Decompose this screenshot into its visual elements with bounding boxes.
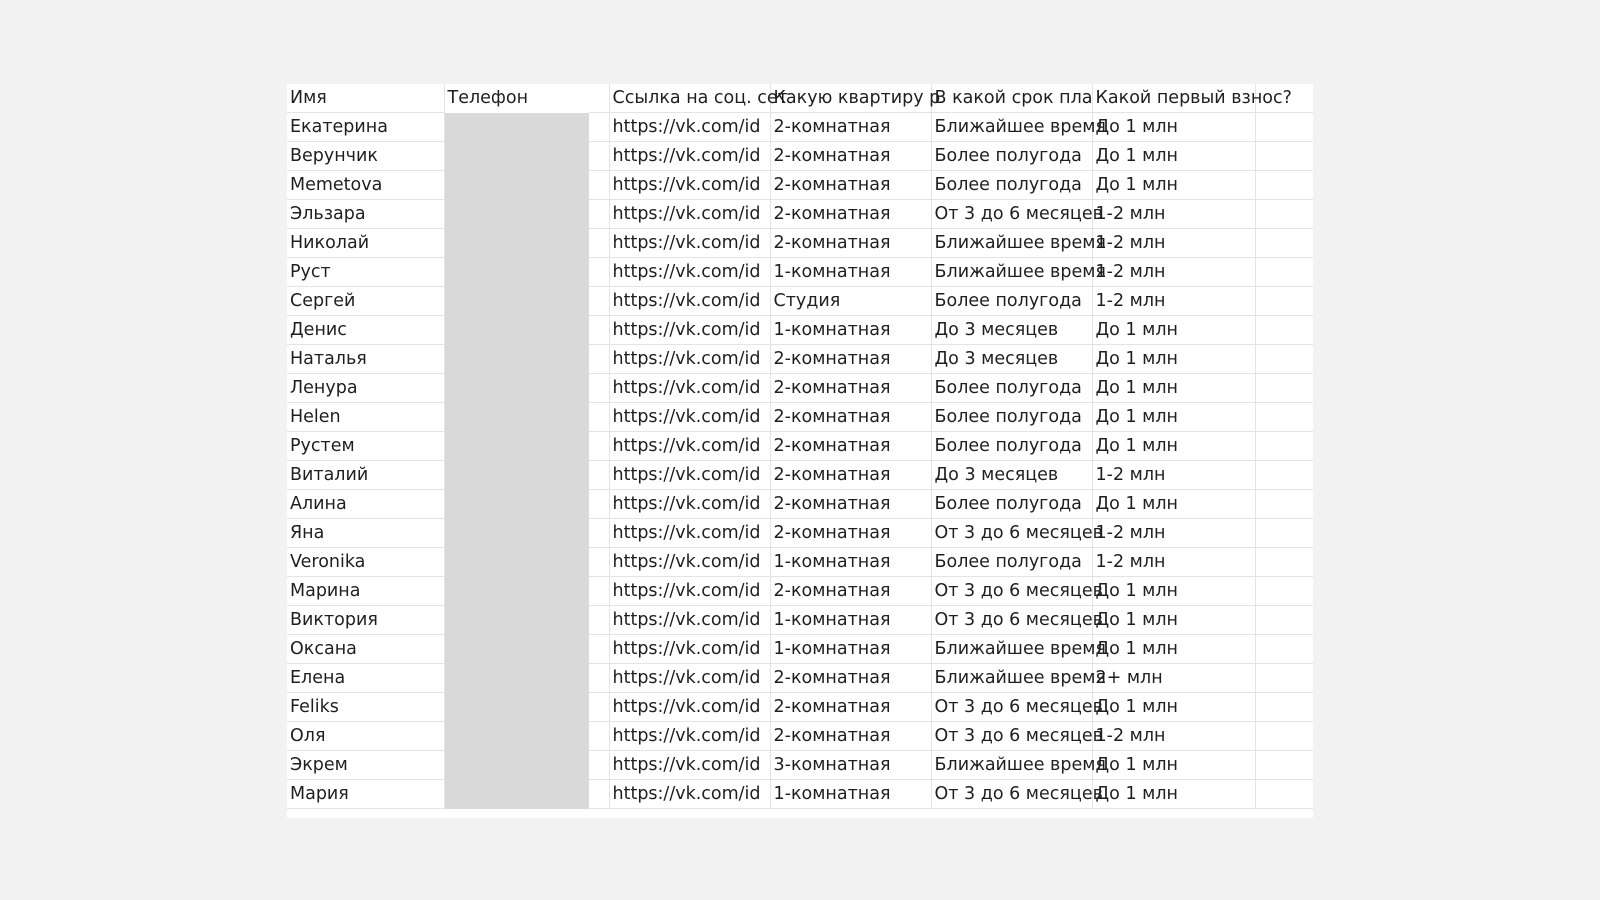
cell-name[interactable]: Екатерина [287,113,444,142]
cell-phone-redacted[interactable] [444,403,589,432]
table-row [287,229,1313,258]
cell-social-link[interactable]: https://vk.com/id [609,287,770,316]
cell-extra[interactable] [1255,519,1313,548]
cell-deposit[interactable]: 1-2 млн [1092,461,1255,490]
cell-name[interactable]: Денис [287,316,444,345]
cell-name[interactable]: Верунчик [287,142,444,171]
cell-social-link[interactable]: https://vk.com/id [609,316,770,345]
table-row [287,200,1313,229]
cell-extra[interactable] [1255,258,1313,287]
cell-spacer[interactable] [589,780,609,809]
cell-phone-redacted[interactable] [444,142,589,171]
cell-deposit[interactable]: До 1 млн [1092,751,1255,780]
cell-social-link[interactable]: https://vk.com/id [609,200,770,229]
cell-deposit[interactable]: До 1 млн [1092,403,1255,432]
cell-phone-redacted[interactable] [444,287,589,316]
cell-apartment[interactable]: Студия [770,287,931,316]
table-row [287,113,1313,142]
cell-phone-redacted[interactable] [444,751,589,780]
cell-term[interactable]: От 3 до 6 месяцев [931,780,1092,809]
cell-social-link[interactable]: https://vk.com/id [609,345,770,374]
table-body [287,84,1313,809]
cell-term[interactable]: Ближайшее время [931,113,1092,142]
cell-spacer[interactable] [589,287,609,316]
cell-extra[interactable] [1255,229,1313,258]
table-row [287,548,1313,577]
cell-extra[interactable] [1255,577,1313,606]
cell-phone-redacted[interactable] [444,664,589,693]
cell-phone-redacted[interactable] [444,200,589,229]
cell-name[interactable]: Елена [287,664,444,693]
table-row [287,606,1313,635]
cell-name[interactable]: Veronika [287,548,444,577]
header-term[interactable]: В какой срок пла [931,84,1092,113]
table-row [287,258,1313,287]
cell-deposit[interactable]: До 1 млн [1092,316,1255,345]
cell-deposit[interactable]: 1-2 млн [1092,200,1255,229]
table-row [287,664,1313,693]
cell-spacer[interactable] [589,432,609,461]
header-phone[interactable]: Телефон [444,84,589,113]
cell-social-link[interactable]: https://vk.com/id [609,142,770,171]
cell-term[interactable]: Более полугода [931,490,1092,519]
cell-apartment[interactable]: 1-комнатная [770,606,931,635]
cell-spacer[interactable] [589,519,609,548]
cell-name[interactable]: Руст [287,258,444,287]
cell-spacer[interactable] [589,171,609,200]
cell-extra[interactable] [1255,287,1313,316]
cell-social-link[interactable]: https://vk.com/id [609,577,770,606]
cell-name[interactable]: Наталья [287,345,444,374]
table-row [287,780,1313,809]
cell-social-link[interactable]: https://vk.com/id [609,519,770,548]
cell-name[interactable]: Яна [287,519,444,548]
table-row [287,432,1313,461]
table-row [287,490,1313,519]
cell-apartment[interactable]: 1-комнатная [770,780,931,809]
cell-phone-redacted[interactable] [444,606,589,635]
cell-apartment[interactable]: 3-комнатная [770,751,931,780]
cell-social-link[interactable]: https://vk.com/id [609,548,770,577]
header-social[interactable]: Ссылка на соц. сет [609,84,770,113]
header-row [287,84,1313,113]
cell-deposit[interactable]: До 1 млн [1092,780,1255,809]
cell-spacer[interactable] [589,374,609,403]
cell-phone-redacted[interactable] [444,548,589,577]
cell-phone-redacted[interactable] [444,780,589,809]
cell-term[interactable]: Более полугода [931,171,1092,200]
cell-name[interactable]: Ленура [287,374,444,403]
cell-name[interactable]: Виктория [287,606,444,635]
cell-extra[interactable] [1255,664,1313,693]
cell-apartment[interactable]: 2-комнатная [770,461,931,490]
cell-apartment[interactable]: 1-комнатная [770,258,931,287]
cell-term[interactable]: Ближайшее время [931,229,1092,258]
table-row [287,751,1313,780]
cell-phone-redacted[interactable] [444,577,589,606]
cell-phone-redacted[interactable] [444,258,589,287]
cell-phone-redacted[interactable] [444,490,589,519]
cell-name[interactable]: Рустем [287,432,444,461]
cell-term[interactable]: Более полугода [931,403,1092,432]
cell-term[interactable]: Более полугода [931,287,1092,316]
cell-apartment[interactable]: 1-комнатная [770,316,931,345]
cell-phone-redacted[interactable] [444,345,589,374]
cell-apartment[interactable]: 2-комнатная [770,345,931,374]
table-row [287,316,1313,345]
cell-social-link[interactable]: https://vk.com/id [609,432,770,461]
cell-spacer[interactable] [589,548,609,577]
cell-phone-redacted[interactable] [444,519,589,548]
cell-extra[interactable] [1255,751,1313,780]
table-row [287,287,1313,316]
cell-phone-redacted[interactable] [444,171,589,200]
cell-phone-redacted[interactable] [444,432,589,461]
table-row [287,519,1313,548]
cell-phone-redacted[interactable] [444,461,589,490]
cell-extra[interactable] [1255,693,1313,722]
cell-apartment[interactable]: 2-комнатная [770,374,931,403]
table-row [287,461,1313,490]
cell-apartment[interactable]: 2-комнатная [770,142,931,171]
cell-extra[interactable] [1255,200,1313,229]
cell-phone-redacted[interactable] [444,229,589,258]
cell-deposit[interactable]: 1-2 млн [1092,229,1255,258]
spreadsheet [287,84,1313,818]
cell-spacer[interactable] [589,606,609,635]
cell-extra[interactable] [1255,403,1313,432]
cell-apartment[interactable]: 2-комнатная [770,490,931,519]
cell-spacer[interactable] [589,490,609,519]
cell-name[interactable]: Сергей [287,287,444,316]
cell-term[interactable]: От 3 до 6 месяцев [931,606,1092,635]
cell-social-link[interactable]: https://vk.com/id [609,722,770,751]
cell-deposit[interactable]: До 1 млн [1092,490,1255,519]
cell-term[interactable]: Ближайшее время [931,751,1092,780]
cell-social-link[interactable]: https://vk.com/id [609,606,770,635]
cell-apartment[interactable]: 2-комнатная [770,664,931,693]
cell-term[interactable]: Более полугода [931,548,1092,577]
cell-deposit[interactable]: 1-2 млн [1092,548,1255,577]
cell-social-link[interactable]: https://vk.com/id [609,229,770,258]
cell-spacer[interactable] [589,751,609,780]
header-apartment[interactable]: Какую квартиру р [770,84,931,113]
cell-spacer[interactable] [589,722,609,751]
cell-term[interactable]: Ближайшее время [931,635,1092,664]
cell-extra[interactable] [1255,432,1313,461]
table-row [287,693,1313,722]
cell-extra[interactable] [1255,142,1313,171]
cell-extra[interactable] [1255,606,1313,635]
cell-term[interactable]: От 3 до 6 месяцев [931,722,1092,751]
cell-name[interactable]: Николай [287,229,444,258]
cell-extra[interactable] [1255,374,1313,403]
cell-phone-redacted[interactable] [444,316,589,345]
header-name[interactable]: Имя [287,84,444,113]
cell-social-link[interactable]: https://vk.com/id [609,664,770,693]
cell-phone-redacted[interactable] [444,722,589,751]
cell-spacer[interactable] [589,461,609,490]
cell-deposit[interactable]: До 1 млн [1092,635,1255,664]
cell-social-link[interactable]: https://vk.com/id [609,113,770,142]
cell-deposit[interactable]: 1-2 млн [1092,258,1255,287]
header-spacer[interactable] [589,84,609,113]
cell-deposit[interactable]: 1-2 млн [1092,722,1255,751]
cell-social-link[interactable]: https://vk.com/id [609,751,770,780]
cell-extra[interactable] [1255,113,1313,142]
cell-apartment[interactable]: 1-комнатная [770,635,931,664]
cell-term[interactable]: От 3 до 6 месяцев [931,693,1092,722]
cell-phone-redacted[interactable] [444,374,589,403]
cell-term[interactable]: Более полугода [931,374,1092,403]
cell-deposit[interactable]: 2+ млн [1092,664,1255,693]
cell-social-link[interactable]: https://vk.com/id [609,171,770,200]
cell-spacer[interactable] [589,664,609,693]
cell-social-link[interactable]: https://vk.com/id [609,461,770,490]
table-row [287,374,1313,403]
cell-extra[interactable] [1255,722,1313,751]
cell-deposit[interactable]: До 1 млн [1092,171,1255,200]
cell-name[interactable]: Мария [287,780,444,809]
cell-extra[interactable] [1255,316,1313,345]
cell-phone-redacted[interactable] [444,635,589,664]
cell-spacer[interactable] [589,693,609,722]
cell-extra[interactable] [1255,171,1313,200]
cell-social-link[interactable]: https://vk.com/id [609,403,770,432]
cell-term[interactable]: До 3 месяцев [931,461,1092,490]
cell-name[interactable]: Helen [287,403,444,432]
cell-term[interactable]: Более полугода [931,142,1092,171]
cell-deposit[interactable]: До 1 млн [1092,693,1255,722]
cell-deposit[interactable]: До 1 млн [1092,606,1255,635]
cell-deposit[interactable]: До 1 млн [1092,432,1255,461]
cell-term[interactable]: Ближайшее время [931,664,1092,693]
header-deposit[interactable]: Какой первый взнос? [1092,84,1255,113]
cell-name[interactable]: Марина [287,577,444,606]
table-row [287,142,1313,171]
survey-table [287,84,1313,809]
cell-deposit[interactable]: До 1 млн [1092,113,1255,142]
cell-extra[interactable] [1255,548,1313,577]
cell-apartment[interactable]: 2-комнатная [770,577,931,606]
cell-apartment[interactable]: 2-комнатная [770,200,931,229]
cell-name[interactable]: Эльзара [287,200,444,229]
cell-deposit[interactable]: 1-2 млн [1092,519,1255,548]
cell-deposit[interactable]: 1-2 млн [1092,287,1255,316]
cell-deposit[interactable]: До 1 млн [1092,374,1255,403]
cell-name[interactable]: Алина [287,490,444,519]
cell-apartment[interactable]: 1-комнатная [770,548,931,577]
table-row [287,635,1313,664]
cell-spacer[interactable] [589,403,609,432]
cell-name[interactable]: Виталий [287,461,444,490]
cell-social-link[interactable]: https://vk.com/id [609,635,770,664]
cell-term[interactable]: От 3 до 6 месяцев [931,577,1092,606]
cell-apartment[interactable]: 2-комнатная [770,113,931,142]
cell-phone-redacted[interactable] [444,693,589,722]
cell-term[interactable]: От 3 до 6 месяцев [931,200,1092,229]
cell-term[interactable]: До 3 месяцев [931,345,1092,374]
cell-name[interactable]: Memetova [287,171,444,200]
cell-name[interactable]: Feliks [287,693,444,722]
cell-spacer[interactable] [589,200,609,229]
cell-term[interactable]: До 3 месяцев [931,316,1092,345]
cell-social-link[interactable]: https://vk.com/id [609,780,770,809]
cell-social-link[interactable]: https://vk.com/id [609,490,770,519]
cell-deposit[interactable]: До 1 млн [1092,142,1255,171]
cell-spacer[interactable] [589,577,609,606]
cell-apartment[interactable]: 2-комнатная [770,722,931,751]
cell-extra[interactable] [1255,461,1313,490]
cell-spacer[interactable] [589,316,609,345]
cell-apartment[interactable]: 2-комнатная [770,171,931,200]
cell-term[interactable]: Более полугода [931,432,1092,461]
table-row [287,722,1313,751]
table-row [287,403,1313,432]
cell-deposit[interactable]: До 1 млн [1092,345,1255,374]
cell-deposit[interactable]: До 1 млн [1092,577,1255,606]
cell-apartment[interactable]: 2-комнатная [770,432,931,461]
cell-name[interactable]: Оля [287,722,444,751]
table-row [287,171,1313,200]
cell-spacer[interactable] [589,142,609,171]
cell-name[interactable]: Экрем [287,751,444,780]
table-row [287,577,1313,606]
cell-apartment[interactable]: 2-комнатная [770,229,931,258]
cell-apartment[interactable]: 2-комнатная [770,693,931,722]
cell-spacer[interactable] [589,113,609,142]
cell-phone-redacted[interactable] [444,113,589,142]
cell-extra[interactable] [1255,780,1313,809]
cell-term[interactable]: Ближайшее время [931,258,1092,287]
cell-extra[interactable] [1255,635,1313,664]
cell-social-link[interactable]: https://vk.com/id [609,374,770,403]
cell-social-link[interactable]: https://vk.com/id [609,693,770,722]
table-row [287,345,1313,374]
cell-spacer[interactable] [589,229,609,258]
cell-apartment[interactable]: 2-комнатная [770,403,931,432]
cell-extra[interactable] [1255,345,1313,374]
cell-spacer[interactable] [589,635,609,664]
cell-term[interactable]: От 3 до 6 месяцев [931,519,1092,548]
cell-social-link[interactable]: https://vk.com/id [609,258,770,287]
cell-name[interactable]: Оксана [287,635,444,664]
cell-spacer[interactable] [589,258,609,287]
cell-spacer[interactable] [589,345,609,374]
cell-apartment[interactable]: 2-комнатная [770,519,931,548]
cell-extra[interactable] [1255,490,1313,519]
